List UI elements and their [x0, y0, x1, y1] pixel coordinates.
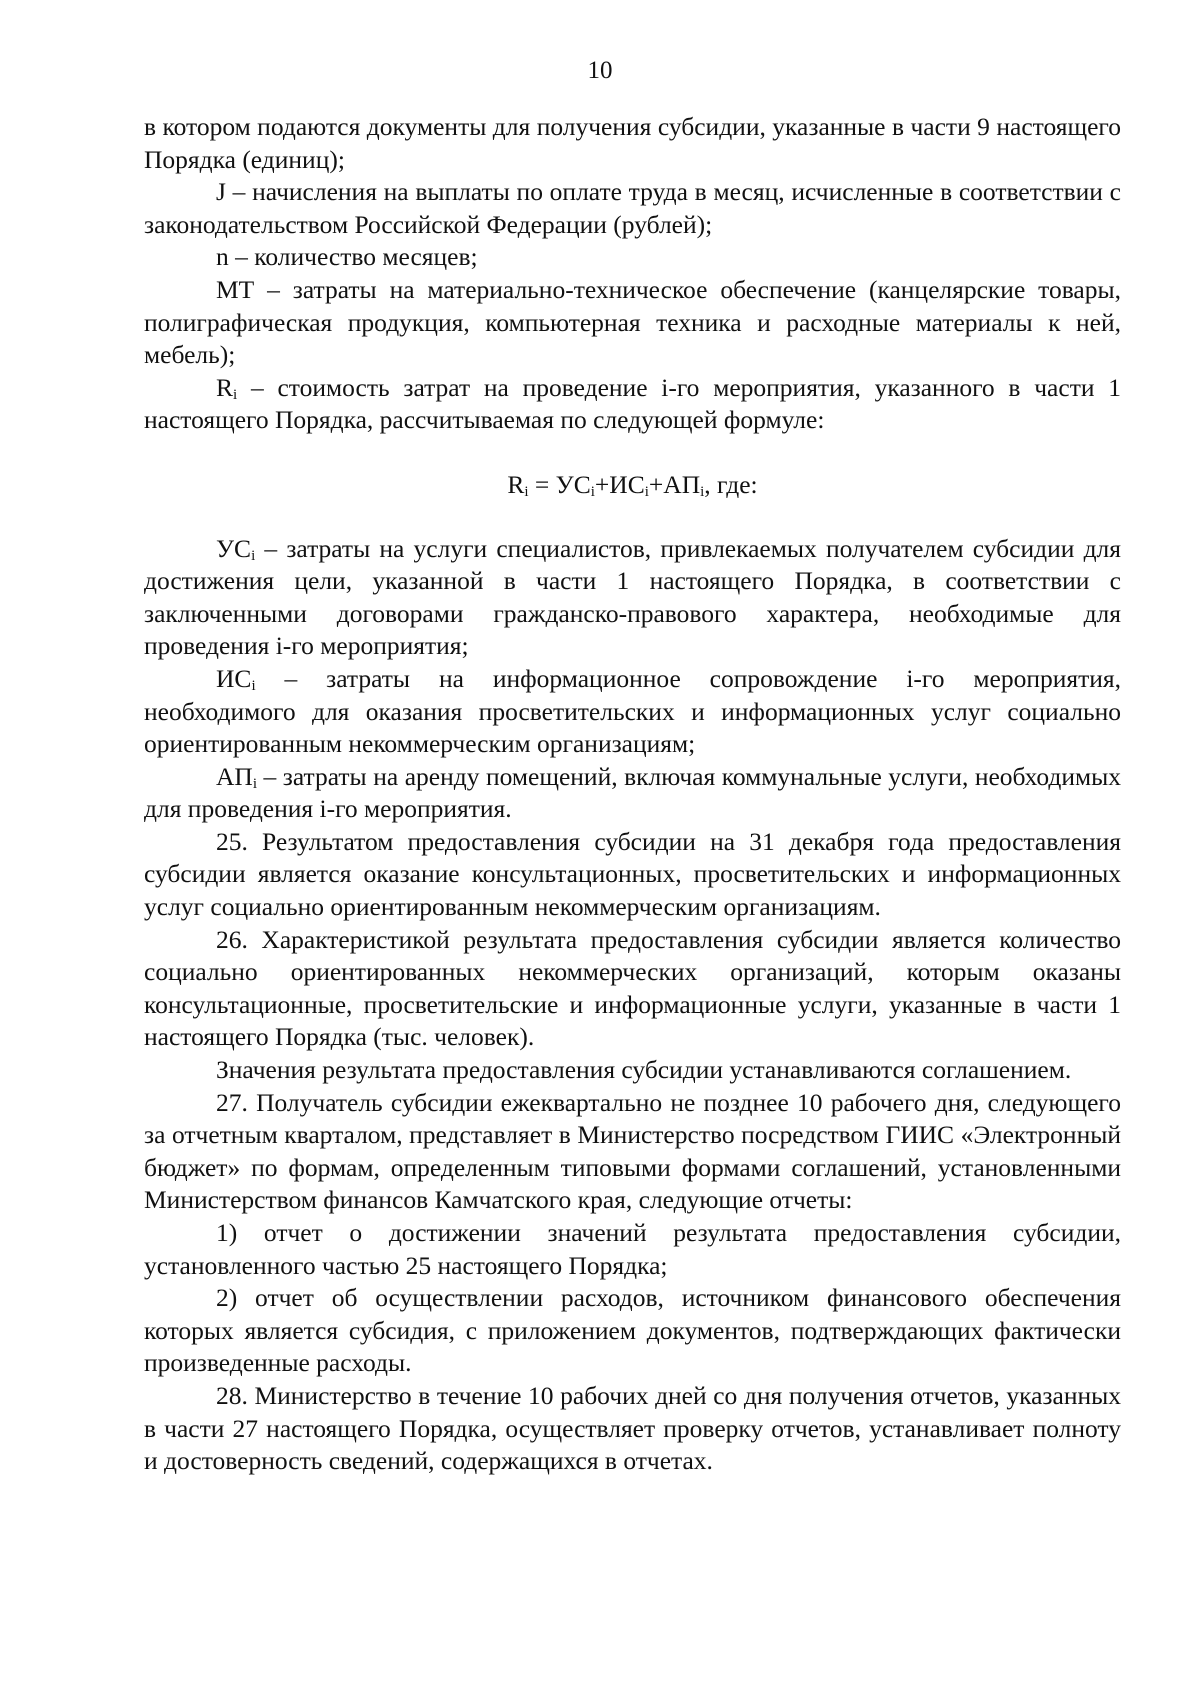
formula-ri — [144, 469, 1121, 502]
paragraph-continuation: в котором подаются документы для получения субсидии, указанные в части 9 настоящего Порядка (единиц); — [144, 112, 1121, 174]
paragraph-usi-definition — [144, 533, 1121, 663]
paragraph-isi-definition — [144, 663, 1121, 761]
paragraph-text: – затраты на информационное сопровождение i-го мероприятия, необходимого для оказания просветительских и информационных услуг социально ориентированным некоммерческим организациям; — [144, 663, 1121, 759]
paragraph-api-definition — [144, 761, 1121, 826]
symbol-r: R — [216, 372, 234, 402]
paragraph-result-values: Значения результата предоставления субсидии устанавливаются соглашением. — [216, 1055, 1072, 1085]
symbol-ap: АП — [216, 761, 253, 791]
formula-ap: +АП — [648, 469, 701, 499]
paragraph-28: 28. Министерство в течение 10 рабочих дней со дня получения отчетов, указанных в части 27 настоящего Порядка, осуществляет проверку отчетов, устанавливает полноту и достоверность сведений, содержащихся в отчетах. — [144, 1380, 1121, 1476]
formula-subscript: i — [644, 483, 649, 500]
symbol-us: УС — [216, 533, 252, 563]
subscript-i: i — [251, 677, 256, 694]
subscript-i: i — [252, 775, 258, 792]
document-body — [144, 111, 1121, 1478]
page-number: 10 — [587, 57, 613, 84]
symbol-is: ИС — [216, 663, 252, 693]
formula-is: +ИС — [594, 469, 645, 499]
subscript-i: i — [251, 547, 256, 564]
paragraph-j-definition: J – начисления на выплаты по оплате труда в месяц, исчисленные в соответствии с законодательством Российской Федерации (рублей); — [144, 177, 1121, 239]
paragraph-27: 27. Получатель субсидии ежеквартально не позднее 10 рабочего дня, следующего за отчетным кварталом, представляет в Министерство посредством ГИИС «Электронный бюджет» по формам, определенным типовыми формами соглашений, установленными Министерством финансов Камчатского края, следующие отчеты: — [144, 1087, 1121, 1215]
formula-tail: , где: — [704, 469, 758, 499]
paragraph-mt-definition: МТ – затраты на материально-техническое обеспечение (канцелярские товары, полиграфическая продукция, компьютерная техника и расходные материалы к ней, мебель); — [144, 274, 1121, 370]
paragraph-26: 26. Характеристикой результата предоставления субсидии является количество социально ориентированных некоммерческих организаций, которым оказаны консультационные, просветительские и информационные услуги, указанные в части 1 настоящего Порядка (тыс. человек). — [144, 924, 1121, 1052]
paragraph-25: 25. Результатом предоставления субсидии на 31 декабря года предоставления субсидии является оказание консультационных, просветительских и информационных услуг социально ориентированным некоммерческим организациям. — [144, 826, 1121, 922]
paragraph-27-item-1: 1) отчет о достижении значений результата предоставления субсидии, установленного частью 25 настоящего Порядка; — [144, 1218, 1121, 1280]
subscript-i: i — [233, 386, 238, 403]
paragraph-27-item-2: 2) отчет об осуществлении расходов, источником финансового обеспечения которых является субсидия, с приложением документов, подтверждающих фактически произведенные расходы. — [144, 1283, 1121, 1378]
formula-subscript: i — [524, 483, 529, 500]
formula-subscript: i — [590, 483, 595, 500]
formula-r: R — [507, 469, 525, 499]
paragraph-text: – затраты на услуги специалистов, привлекаемых получателем субсидии для достижения цели, указанной в части 1 настоящего Порядка, в соответствии с заключенными договорами гражданско-правового характера, необходимые для проведения i-го мероприятия; — [144, 533, 1121, 661]
paragraph-n-definition: n – количество месяцев; — [216, 242, 478, 272]
paragraph-ri-definition — [144, 372, 1121, 437]
formula-subscript: i — [700, 483, 705, 500]
paragraph-text: – затраты на аренду помещений, включая коммунальные услуги, необходимых для проведения i-го мероприятия. — [144, 761, 1121, 824]
paragraph-text: – стоимость затрат на проведение i-го мероприятия, указанного в части 1 настоящего Порядка, рассчитываемая по следующей формуле: — [144, 372, 1121, 435]
formula-us: = УС — [528, 469, 591, 499]
